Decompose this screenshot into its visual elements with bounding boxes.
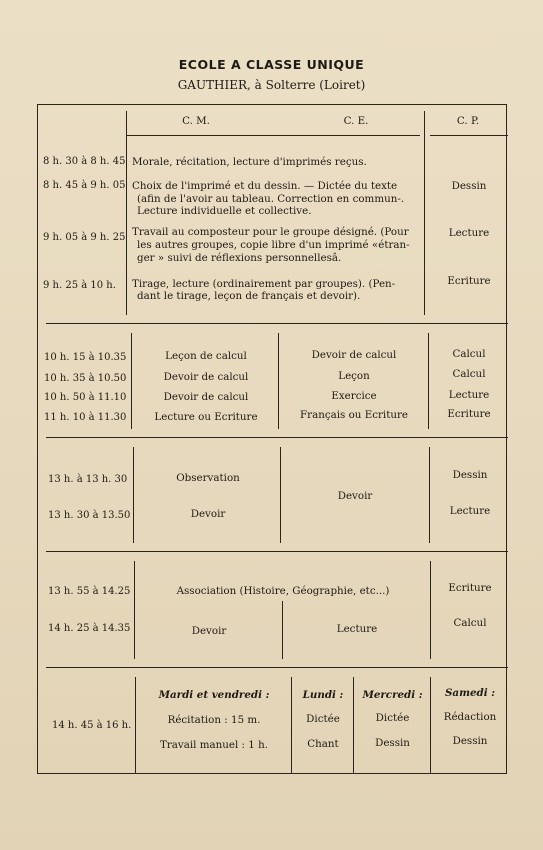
time-cell: 13 h. 55 à 14.25	[48, 586, 131, 597]
cp-cell: Lecture	[448, 389, 490, 401]
column-divider	[428, 333, 429, 429]
time-cell: 14 h. 45 à 16 h.	[52, 720, 132, 731]
column-divider	[424, 111, 425, 315]
activity-text: Tirage, lecture (ordinairement par groupes). (Pen-	[132, 278, 396, 290]
cm-cell: Travail manuel : 1 h.	[159, 739, 269, 751]
ce-cell: Dictée	[306, 713, 340, 725]
activity-text: dant le tirage, leçon de français et devoir).	[137, 290, 361, 302]
column-divider	[429, 447, 430, 543]
timetable-frame	[37, 104, 507, 774]
cm-cell: Devoir	[191, 625, 227, 637]
column-divider	[430, 561, 431, 659]
header-cp: C. P.	[456, 115, 480, 127]
block-divider	[46, 437, 508, 438]
time-cell: 10 h. 50 à 11.10	[44, 392, 127, 403]
cp-cell: Dessin	[452, 469, 488, 481]
column-divider	[134, 561, 135, 659]
column-divider	[131, 333, 132, 429]
day-header: Mardi et vendredi :	[158, 689, 270, 701]
activity-text: Choix de l'imprimé et du dessin. — Dictée du texte	[132, 180, 398, 192]
day-header: Samedi :	[444, 687, 496, 699]
time-cell: 9 h. 05 à 9 h. 25	[43, 232, 126, 243]
cp-cell: Calcul	[452, 368, 486, 380]
ce-cell: Dictée	[375, 712, 410, 724]
column-divider	[353, 677, 354, 773]
time-cell: 13 h. à 13 h. 30	[48, 474, 128, 485]
cp-cell: Ecriture	[447, 275, 491, 287]
time-cell: 14 h. 25 à 14.35	[48, 623, 131, 634]
cp-cell: Dessin	[451, 180, 487, 192]
ce-cell: Dessin	[375, 737, 410, 749]
ce-cell: Chant	[307, 738, 339, 750]
ce-cell: Devoir	[337, 490, 373, 502]
column-divider	[430, 677, 431, 773]
document-title: ECOLE A CLASSE UNIQUE	[178, 57, 365, 72]
column-divider	[280, 447, 281, 543]
ce-cell: Français ou Ecriture	[300, 409, 408, 421]
day-header: Mercredi :	[362, 689, 423, 701]
time-cell: 10 h. 15 à 10.35	[44, 352, 127, 363]
block-divider	[46, 551, 508, 552]
cm-cell: Observation	[176, 472, 240, 484]
cm-cell: Récitation : 15 m.	[167, 714, 261, 726]
time-cell: 8 h. 30 à 8 h. 45	[43, 156, 126, 167]
cp-cell: Lecture	[449, 505, 491, 517]
time-cell: 10 h. 35 à 10.50	[44, 373, 127, 384]
cm-cell: Devoir	[190, 508, 226, 520]
header-rule	[126, 135, 420, 136]
activity-text: Travail au composteur pour le groupe désigné. (Pour	[132, 226, 409, 238]
time-cell: 9 h. 25 à 10 h.	[43, 280, 116, 291]
column-divider	[282, 601, 283, 659]
column-divider	[126, 111, 127, 315]
cm-cell: Leçon de calcul	[165, 350, 247, 362]
ce-cell: Exercice	[331, 390, 377, 402]
column-divider	[291, 677, 292, 773]
cp-cell: Dessin	[452, 735, 488, 747]
cp-cell: Calcul	[453, 617, 487, 629]
time-cell: 11 h. 10 à 11.30	[44, 412, 127, 423]
cp-cell: Ecriture	[447, 408, 491, 420]
ce-cell: Lecture	[336, 623, 378, 635]
cm-cell: Devoir de calcul	[163, 371, 249, 383]
column-divider	[278, 333, 279, 429]
cm-cell: Devoir de calcul	[163, 391, 249, 403]
block-divider	[46, 667, 508, 668]
cp-cell: Rédaction	[443, 711, 497, 723]
activity-text: les autres groupes, copie libre d'un imprimé «étran-	[137, 239, 410, 251]
activity-text: Morale, récitation, lecture d'imprimés reçus.	[132, 156, 367, 168]
time-cell: 8 h. 45 à 9 h. 05	[43, 180, 126, 191]
column-divider	[135, 677, 136, 773]
cp-cell: Ecriture	[448, 582, 492, 594]
cp-cell: Calcul	[452, 348, 486, 360]
header-cm: C. M.	[182, 115, 210, 127]
ce-cell: Devoir de calcul	[311, 349, 397, 361]
span-cell: Association (Histoire, Géographie, etc...)	[176, 585, 390, 597]
cp-cell: Lecture	[448, 227, 490, 239]
activity-text: ger » suivi de réflexions personnellesâ.	[137, 252, 342, 264]
activity-text: (afin de l'avoir au tableau. Correction en commun-.	[137, 193, 405, 205]
activity-text: Lecture individuelle et collective.	[137, 205, 312, 217]
column-divider	[133, 447, 134, 543]
day-header: Lundi :	[302, 689, 344, 701]
ce-cell: Leçon	[338, 370, 370, 382]
document-subtitle: GAUTHIER, à Solterre (Loiret)	[177, 78, 366, 92]
time-cell: 13 h. 30 à 13.50	[48, 510, 131, 521]
cm-cell: Lecture ou Ecriture	[154, 411, 258, 423]
header-rule	[430, 135, 508, 136]
block-divider	[46, 323, 508, 324]
header-ce: C. E.	[343, 115, 369, 127]
